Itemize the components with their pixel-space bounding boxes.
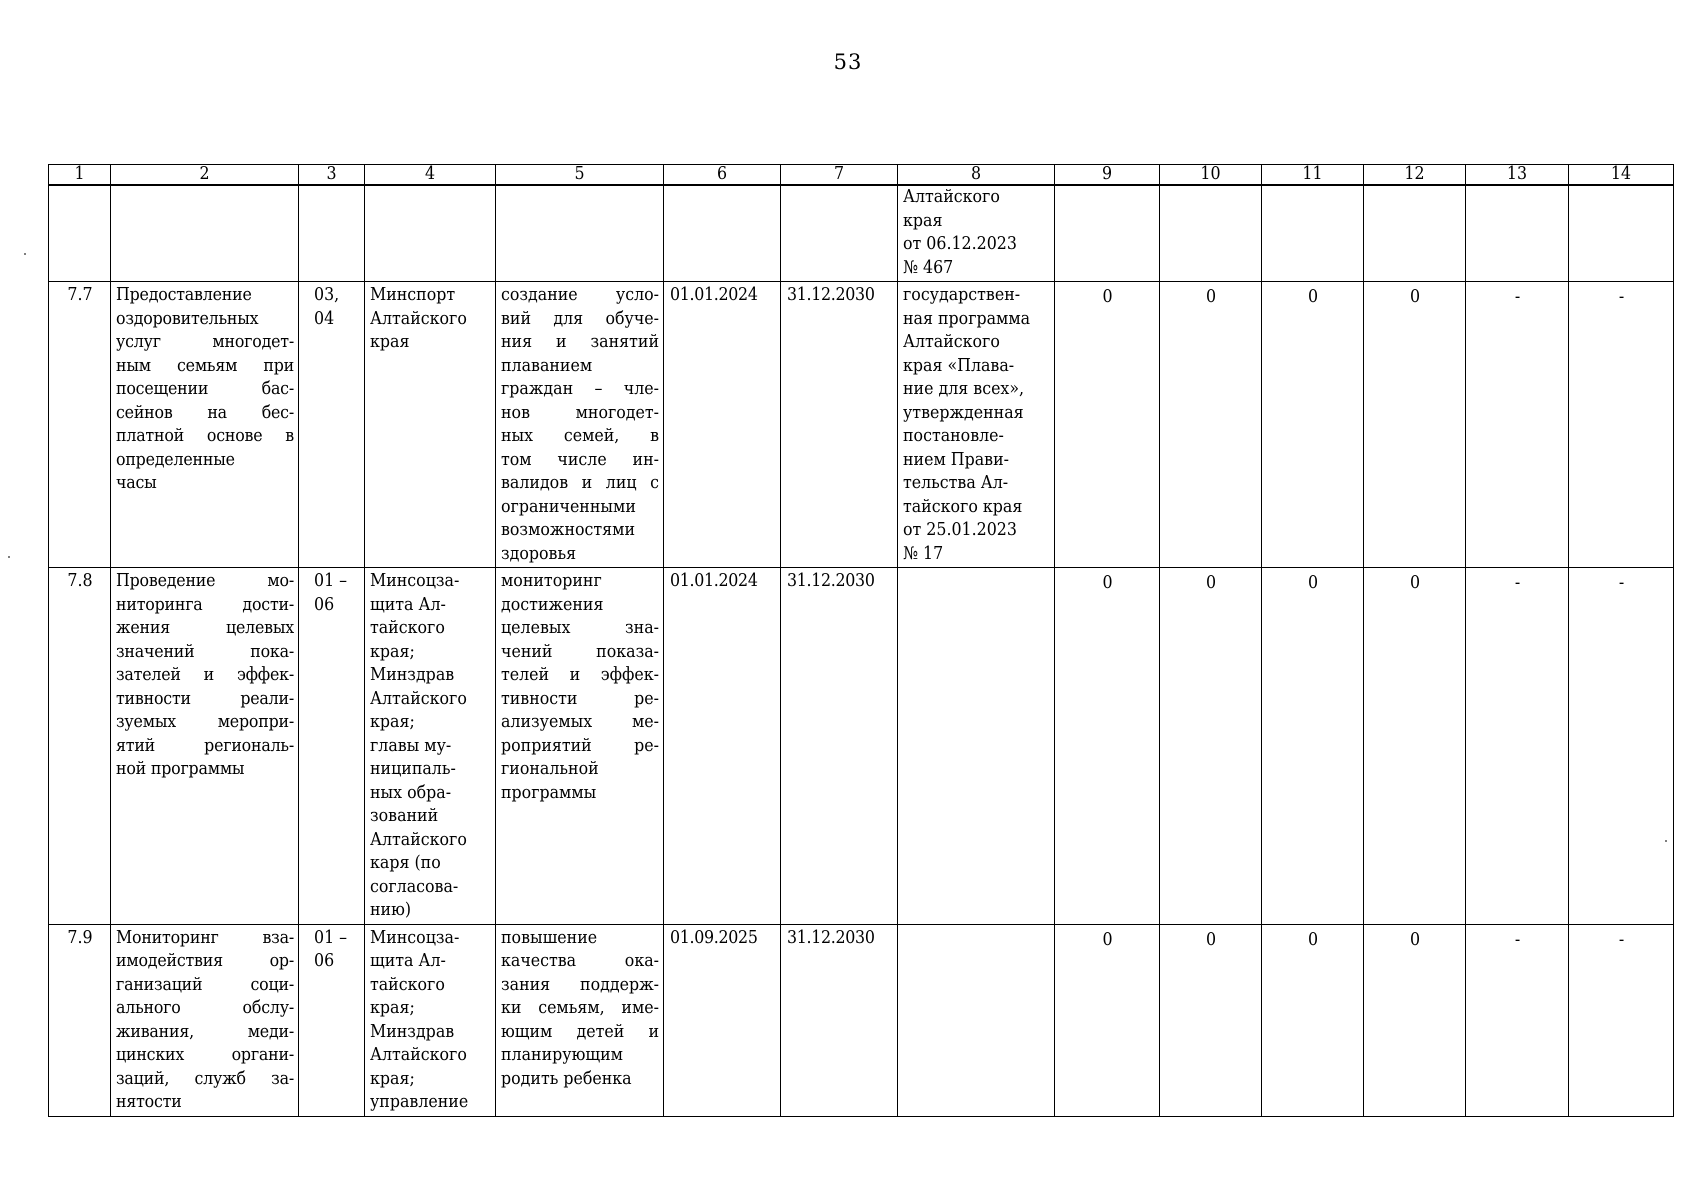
text-line: Алтайского bbox=[370, 688, 467, 709]
text-line: ятий региональ- bbox=[116, 735, 294, 756]
funding-value-c11: 0 bbox=[1262, 924, 1364, 1116]
funding-value-c11: 0 bbox=[1262, 282, 1364, 568]
text-line: от 25.01.2023 bbox=[903, 520, 1017, 540]
text-line: Предоставление bbox=[116, 285, 252, 305]
text-line: зания поддерж- bbox=[501, 974, 659, 995]
basis-document-line: Алтайского bbox=[903, 187, 1000, 207]
text-line: ния и занятий bbox=[501, 332, 659, 352]
basis-document bbox=[898, 282, 1055, 568]
text-line: главы му- bbox=[370, 735, 452, 756]
text-line: края; bbox=[370, 712, 415, 732]
text-line: создание усло- bbox=[501, 285, 659, 305]
basis-document-line: от 06.12.2023 bbox=[903, 234, 1017, 254]
text-line: живания, меди- bbox=[116, 1021, 294, 1042]
continuation-cell-4 bbox=[365, 185, 496, 282]
basis-document bbox=[898, 568, 1055, 925]
text-line: тивности реали- bbox=[116, 688, 294, 709]
column-number-3: 3 bbox=[299, 165, 365, 186]
text-line: ального обслу- bbox=[116, 998, 294, 1018]
column-number-1: 1 bbox=[49, 165, 111, 186]
text-line: щита Ал- bbox=[370, 951, 446, 971]
column-number-9: 9 bbox=[1055, 165, 1160, 186]
continuation-cell-13 bbox=[1466, 185, 1569, 282]
text-line: Алтайского bbox=[370, 308, 467, 329]
continuation-cell-1 bbox=[49, 185, 111, 282]
start-date: 01.01.2024 bbox=[664, 568, 781, 925]
text-line: Минсоцза- bbox=[370, 927, 460, 948]
item-number: 7.9 bbox=[49, 924, 111, 1116]
text-line: программы bbox=[501, 782, 597, 803]
funding-value-c10: 0 bbox=[1160, 568, 1262, 925]
text-line: 01 – bbox=[314, 927, 348, 948]
column-number-10: 10 bbox=[1160, 165, 1262, 186]
text-line: цинских органи- bbox=[116, 1045, 294, 1065]
text-line: нов многодет- bbox=[501, 402, 659, 423]
text-line: № 17 bbox=[903, 543, 944, 564]
column-number-14: 14 bbox=[1569, 165, 1674, 186]
text-line: Алтайского bbox=[370, 829, 467, 850]
text-line: родить ребенка bbox=[501, 1068, 632, 1089]
text-line: каря (по bbox=[370, 853, 441, 873]
continuation-cell-2 bbox=[111, 185, 299, 282]
text-line: ная программа bbox=[903, 308, 1031, 329]
end-date: 31.12.2030 bbox=[781, 282, 898, 568]
column-number-4: 4 bbox=[365, 165, 496, 186]
column-number-11: 11 bbox=[1262, 165, 1364, 186]
text-line: щита Ал- bbox=[370, 594, 446, 615]
scan-speck bbox=[1665, 840, 1667, 842]
start-date: 01.09.2025 bbox=[664, 924, 781, 1116]
text-line: Алтайского bbox=[903, 332, 1000, 352]
text-line: зателей и эффек- bbox=[116, 665, 294, 685]
activity-name bbox=[111, 568, 299, 925]
text-line: том числе ин- bbox=[501, 449, 659, 470]
scan-speck bbox=[24, 253, 26, 255]
text-line: повышение bbox=[501, 927, 598, 948]
text-line: ализуемых ме- bbox=[501, 712, 659, 732]
text-line: зуемых меропри- bbox=[116, 712, 294, 732]
responsible-executor bbox=[365, 568, 496, 925]
continuation-cell-12 bbox=[1364, 185, 1466, 282]
basis-document-line: края bbox=[903, 210, 943, 231]
text-line: ограниченными bbox=[501, 496, 636, 517]
text-line: ниторинга дости- bbox=[116, 594, 294, 615]
text-line: определенные bbox=[116, 449, 235, 470]
funding-value-c14: - bbox=[1569, 568, 1674, 925]
text-line: чений показа- bbox=[501, 641, 659, 662]
text-line: нию) bbox=[370, 900, 412, 920]
item-number: 7.7 bbox=[49, 282, 111, 568]
text-line: достижения bbox=[501, 594, 604, 615]
text-line: телей и эффек- bbox=[501, 665, 659, 685]
column-number-2: 2 bbox=[111, 165, 299, 186]
text-line: заций, служб за- bbox=[116, 1068, 294, 1089]
text-line: имодействия ор- bbox=[116, 951, 294, 971]
text-line: услуг многодет- bbox=[116, 332, 294, 352]
activity-name bbox=[111, 282, 299, 568]
text-line: валидов и лиц с bbox=[501, 473, 659, 493]
continuation-cell-8 bbox=[898, 185, 1055, 282]
text-line: согласова- bbox=[370, 876, 459, 897]
text-line: Минсоцза- bbox=[370, 571, 460, 591]
text-line: здоровья bbox=[501, 543, 577, 564]
text-line: Проведение мо- bbox=[116, 571, 294, 591]
continuation-cell-10 bbox=[1160, 185, 1262, 282]
expected-result bbox=[496, 568, 664, 925]
column-number-8: 8 bbox=[898, 165, 1055, 186]
task-numbers bbox=[299, 924, 365, 1116]
text-line: ных семей, в bbox=[501, 426, 659, 446]
text-line: края bbox=[370, 332, 410, 352]
funding-value-c12: 0 bbox=[1364, 924, 1466, 1116]
text-line: управление bbox=[370, 1092, 469, 1112]
text-line: вий для обуче- bbox=[501, 308, 659, 329]
text-line: ющим детей и bbox=[501, 1021, 659, 1042]
text-line: края; bbox=[370, 1068, 415, 1089]
text-line: Минздрав bbox=[370, 665, 455, 685]
funding-value-c12: 0 bbox=[1364, 282, 1466, 568]
text-line: посещении бас- bbox=[116, 379, 294, 399]
funding-value-c9: 0 bbox=[1055, 568, 1160, 925]
expected-result bbox=[496, 924, 664, 1116]
text-line: ным семьям при bbox=[116, 355, 294, 376]
text-line: тайского bbox=[370, 974, 445, 995]
text-line: тайского bbox=[370, 618, 445, 638]
continuation-cell-3 bbox=[299, 185, 365, 282]
continuation-cell-5 bbox=[496, 185, 664, 282]
text-line: 04 bbox=[314, 308, 335, 329]
end-date: 31.12.2030 bbox=[781, 924, 898, 1116]
start-date: 01.01.2024 bbox=[664, 282, 781, 568]
funding-value-c10: 0 bbox=[1160, 282, 1262, 568]
text-line: оздоровительных bbox=[116, 308, 259, 329]
responsible-executor bbox=[365, 282, 496, 568]
funding-value-c9: 0 bbox=[1055, 282, 1160, 568]
continuation-cell-14 bbox=[1569, 185, 1674, 282]
table-row bbox=[49, 282, 1674, 568]
funding-value-c14: - bbox=[1569, 924, 1674, 1116]
text-line: граждан – чле- bbox=[501, 379, 659, 399]
funding-value-c12: 0 bbox=[1364, 568, 1466, 925]
table-row bbox=[49, 568, 1674, 925]
text-line: планирующим bbox=[501, 1045, 623, 1065]
activity-name bbox=[111, 924, 299, 1116]
continuation-cell-7 bbox=[781, 185, 898, 282]
text-line: 01 – bbox=[314, 571, 348, 591]
text-line: зований bbox=[370, 806, 439, 826]
funding-value-c10: 0 bbox=[1160, 924, 1262, 1116]
text-line: Алтайского bbox=[370, 1045, 467, 1065]
funding-value-c14: - bbox=[1569, 282, 1674, 568]
text-line: ниципаль- bbox=[370, 759, 456, 779]
text-line: тивности ре- bbox=[501, 688, 659, 709]
text-line: значений пока- bbox=[116, 641, 294, 662]
text-line: мониторинг bbox=[501, 571, 602, 591]
funding-value-c9: 0 bbox=[1055, 924, 1160, 1116]
scan-speck bbox=[8, 556, 10, 558]
funding-value-c13: - bbox=[1466, 282, 1569, 568]
program-activities-table bbox=[48, 164, 1674, 1117]
expected-result bbox=[496, 282, 664, 568]
end-date: 31.12.2030 bbox=[781, 568, 898, 925]
text-line: 03, bbox=[314, 285, 340, 305]
column-number-12: 12 bbox=[1364, 165, 1466, 186]
page-number: 53 bbox=[833, 50, 863, 74]
text-line: нятости bbox=[116, 1092, 182, 1112]
table-row bbox=[49, 924, 1674, 1116]
text-line: ние для всех», bbox=[903, 379, 1025, 399]
column-number-7: 7 bbox=[781, 165, 898, 186]
continuation-cell-9 bbox=[1055, 185, 1160, 282]
text-line: ки семьям, име- bbox=[501, 998, 659, 1018]
text-line: Минздрав bbox=[370, 1021, 455, 1042]
text-line: гиональной bbox=[501, 759, 599, 779]
text-line: края «Плава- bbox=[903, 355, 1015, 376]
continuation-cell-11 bbox=[1262, 185, 1364, 282]
text-line: края; bbox=[370, 641, 415, 662]
text-line: утвержденная bbox=[903, 402, 1024, 423]
text-line: ганизаций соци- bbox=[116, 974, 294, 995]
basis-document-line: № 467 bbox=[903, 257, 954, 278]
funding-value-c13: - bbox=[1466, 924, 1569, 1116]
text-line: тайского края bbox=[903, 496, 1023, 517]
text-line: целевых зна- bbox=[501, 618, 659, 638]
text-line: ных обра- bbox=[370, 782, 452, 803]
basis-document bbox=[898, 924, 1055, 1116]
column-number-5: 5 bbox=[496, 165, 664, 186]
text-line: края; bbox=[370, 998, 415, 1018]
continuation-row bbox=[49, 185, 1674, 282]
text-line: роприятий ре- bbox=[501, 735, 659, 756]
text-line: тельства Ал- bbox=[903, 473, 1009, 493]
responsible-executor bbox=[365, 924, 496, 1116]
funding-value-c13: - bbox=[1466, 568, 1569, 925]
text-line: Минспорт bbox=[370, 285, 456, 305]
item-number: 7.8 bbox=[49, 568, 111, 925]
column-number-13: 13 bbox=[1466, 165, 1569, 186]
text-line: государствен- bbox=[903, 285, 1021, 305]
text-line: сейнов на бес- bbox=[116, 402, 294, 423]
funding-value-c11: 0 bbox=[1262, 568, 1364, 925]
text-line: платной основе в bbox=[116, 426, 294, 446]
task-numbers bbox=[299, 282, 365, 568]
text-line: возможностями bbox=[501, 520, 636, 540]
column-number-row bbox=[49, 165, 1674, 186]
text-line: 06 bbox=[314, 951, 335, 971]
text-line: нием Прави- bbox=[903, 449, 1009, 470]
column-number-6: 6 bbox=[664, 165, 781, 186]
text-line: плаванием bbox=[501, 355, 593, 376]
text-line: постановле- bbox=[903, 426, 1004, 446]
text-line: 06 bbox=[314, 594, 335, 615]
text-line: ной программы bbox=[116, 759, 245, 779]
continuation-cell-6 bbox=[664, 185, 781, 282]
text-line: Мониторинг вза- bbox=[116, 927, 294, 948]
task-numbers bbox=[299, 568, 365, 925]
text-line: качества ока- bbox=[501, 951, 659, 971]
text-line: часы bbox=[116, 473, 157, 493]
text-line: жения целевых bbox=[116, 618, 294, 638]
